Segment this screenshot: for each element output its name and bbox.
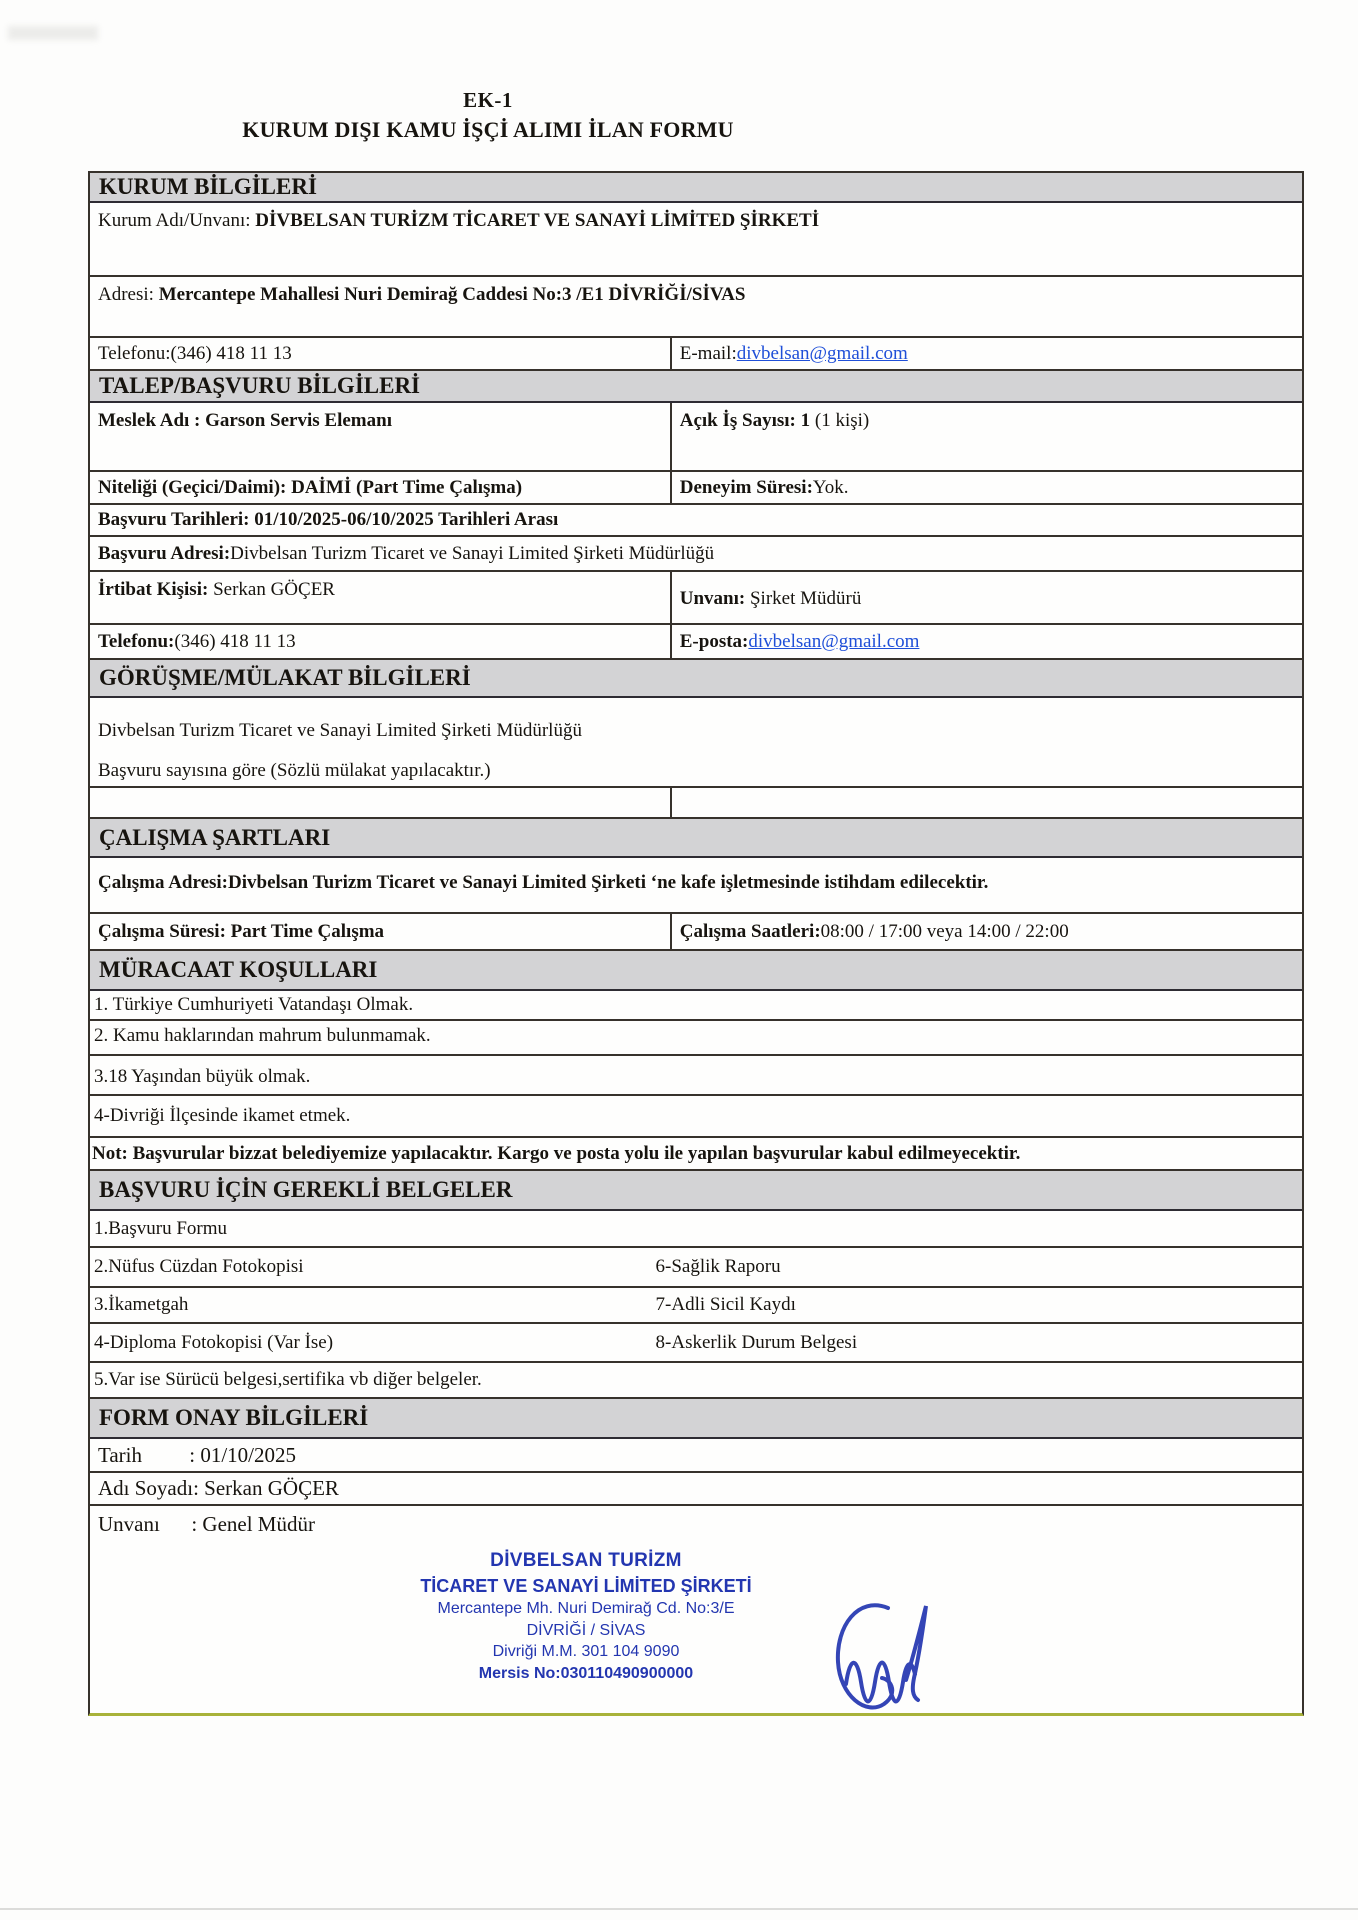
section-header-kurum: KURUM BİLGİLERİ (90, 173, 1302, 203)
basvuru-adresi-value: Divbelsan Turizm Ticaret ve Sanayi Limited Şirketi Müdürlüğü (230, 542, 715, 564)
row-basvuru-tarihleri (90, 505, 1302, 537)
form-table (88, 171, 1304, 1716)
basvuru-adresi-label: Başvuru Adresi: (98, 542, 231, 564)
row-nitelik (90, 472, 1302, 505)
form-title: KURUM DIŞI KAMU İŞÇİ ALIMI İLAN FORMU (242, 117, 734, 142)
row-kosul-2 (90, 1021, 1302, 1056)
signature (826, 1592, 938, 1720)
adres-cell (90, 277, 753, 306)
company-stamp (346, 1548, 826, 1684)
empty-cell-left (90, 788, 672, 817)
belge-4-text: 4-Diploma Fotokopisi (Var İse) (94, 1331, 334, 1353)
row-belge-4-8 (90, 1324, 1302, 1363)
adres-value: Mercantepe Mahallesi Nuri Demirağ Caddesi No:3 /E1 DİVRİĞİ/SİVAS (158, 284, 746, 305)
calisma-adresi-cell (90, 858, 996, 894)
acik-is-label: Açık İş Sayısı: 1 (679, 410, 815, 431)
eposta-cell (672, 625, 1302, 658)
row-adres (90, 277, 1302, 338)
email-label: E-mail: (679, 342, 737, 364)
row-onay-adsoyad (90, 1473, 1302, 1506)
belge-2-text: 2.Nüfus Cüzdan Fotokopisi (94, 1256, 304, 1277)
telefon2-value: (346) 418 11 13 (174, 630, 296, 652)
belge-3-text: 3.İkametgah (94, 1294, 189, 1315)
kosul-1-text: 1. Türkiye Cumhuriyeti Vatandaşı Olmak. (94, 994, 414, 1015)
meslek-text: Meslek Adı : Garson Servis Elemanı (98, 410, 392, 431)
eposta-link[interactable]: divbelsan@gmail.com (748, 630, 920, 652)
belge-5-text: 5.Var ise Sürücü belgesi,sertifika vb diğer belgeler. (94, 1369, 482, 1390)
kurum-adi-label: Kurum Adı/Unvanı: (98, 210, 256, 231)
gorusme-cell (90, 698, 590, 782)
telefon-cell (90, 338, 672, 369)
row-calisma-suresi (90, 914, 1302, 951)
unvan-cell (672, 572, 1302, 623)
row-telefon-email (90, 338, 1302, 371)
row-belge-1 (90, 1211, 1302, 1248)
stamp-line-6: Mersis No:030110490900000 (478, 1664, 694, 1682)
kosul-2-text: 2. Kamu haklarından mahrum bulunmamak. (94, 1025, 431, 1046)
stamp-line-5: Divriği M.M. 301 104 9090 (492, 1643, 680, 1661)
kurum-adi-cell (90, 203, 827, 232)
adres-label: Adresi: (98, 284, 159, 305)
email-link[interactable]: divbelsan@gmail.com (736, 342, 908, 364)
scan-artifact (8, 26, 98, 40)
onay-tarih-text: Tarih : 01/10/2025 (98, 1442, 297, 1467)
calisma-suresi-text: Çalışma Süresi: Part Time Çalışma (98, 920, 385, 942)
telefon-text: Telefonu:(346) 418 11 13 (98, 342, 292, 364)
row-kosul-3 (90, 1056, 1302, 1096)
section-header-belgeler: BAŞVURU İÇİN GEREKLİ BELGELER (90, 1171, 1302, 1211)
row-meslek (90, 403, 1302, 472)
irtibat-value: Serkan GÖÇER (213, 579, 335, 600)
row-irtibat (90, 572, 1302, 625)
calisma-saatleri-cell (672, 914, 1302, 949)
deneyim-value: Yok. (812, 476, 849, 498)
row-basvuru-adresi (90, 537, 1302, 572)
row-calisma-adresi (90, 858, 1302, 914)
stamp-line-3: Mercantepe Mh. Nuri Demirağ Cd. No:3/E (437, 1599, 735, 1617)
section-header-talep: TALEP/BAŞVURU BİLGİLERİ (90, 371, 1302, 403)
irtibat-label: İrtibat Kişisi: (98, 579, 214, 600)
row-kosul-4 (90, 1096, 1302, 1138)
belge-8-text: 8-Askerlik Durum Belgesi (655, 1331, 858, 1353)
tarihler-cell (90, 509, 566, 531)
section-header-onay: FORM ONAY BİLGİLERİ (90, 1399, 1302, 1439)
section-header-gorusme: GÖRÜŞME/MÜLAKAT BİLGİLERİ (90, 660, 1302, 698)
basvuru-adresi-cell (90, 543, 722, 565)
deneyim-label: Deneyim Süresi: (679, 476, 813, 498)
row-empty (90, 788, 1302, 819)
gorusme-line2: Başvuru sayısına göre (Sözlü mülakat yapılacaktır.) (98, 760, 491, 781)
calisma-adresi-text: Çalışma Adresi:Divbelsan Turizm Ticaret ve Sanayi Limited Şirketi ‘ne kafe işletmesinde istihdam edilecektir. (98, 872, 989, 893)
acik-is-cell (672, 403, 1302, 470)
unvan-value: Şirket Müdürü (749, 588, 862, 609)
gorusme-line1: Divbelsan Turizm Ticaret ve Sanayi Limited Şirketi Müdürlüğü (98, 720, 582, 741)
telefon2-label: Telefonu: (98, 630, 175, 652)
row-belge-2-6 (90, 1248, 1302, 1288)
kurum-adi-value: DİVBELSAN TURİZM TİCARET VE SANAYİ LİMİTED ŞİRKETİ (255, 210, 820, 231)
belge-6-text: 6-Sağlik Raporu (655, 1256, 781, 1277)
kosul-4-text: 4-Divriği İlçesinde ikamet etmek. (94, 1105, 351, 1126)
eposta-label: E-posta: (679, 630, 749, 652)
kosul-3-text: 3.18 Yaşından büyük olmak. (94, 1066, 311, 1087)
meslek-cell (90, 403, 672, 470)
not-text: Not: Başvurular bizzat belediyemize yapılacaktır. Kargo ve posta yolu ile yapılan başvurular kabul edilmeyecektir. (92, 1142, 1021, 1164)
row-gorusme-content (90, 698, 1302, 788)
section-header-muracaat: MÜRACAAT KOŞULLARI (90, 951, 1302, 991)
row-belge-5 (90, 1363, 1302, 1399)
form-heading (88, 88, 888, 143)
telefon2-cell (90, 625, 672, 658)
not-cell (90, 1143, 1028, 1165)
stamp-line-2: TİCARET VE SANAYİ LİMİTED ŞİRKETİ (420, 1575, 752, 1596)
onay-unvan-text: Unvanı : Genel Müdür (98, 1512, 315, 1536)
nitelik-text: Niteliği (Geçici/Daimi): DAİMİ (Part Time Çalışma) (98, 476, 523, 498)
tarihler-text: Başvuru Tarihleri: 01/10/2025-06/10/2025 Tarihleri Arası (98, 509, 559, 530)
annex-tag: EK-1 (463, 88, 513, 112)
belge-7-text: 7-Adli Sicil Kaydı (655, 1294, 796, 1315)
section-header-calisma: ÇALIŞMA ŞARTLARI (90, 819, 1302, 858)
belge-1-text: 1.Başvuru Formu (94, 1217, 227, 1239)
email-cell (672, 338, 1302, 369)
calisma-suresi-cell (90, 914, 672, 949)
row-kurum-adi (90, 203, 1302, 277)
unvan-label: Unvanı: (679, 588, 750, 609)
acik-is-value: (1 kişi) (814, 410, 870, 431)
deneyim-cell (672, 472, 1302, 503)
row-not (90, 1138, 1302, 1171)
row-onay-tarih (90, 1439, 1302, 1473)
row-telefon-eposta (90, 625, 1302, 660)
onay-adsoyad-text: Adı Soyadı: Serkan GÖÇER (98, 1476, 339, 1500)
row-belge-3-7 (90, 1288, 1302, 1324)
empty-cell-right (672, 788, 1302, 817)
calisma-saatleri-label: Çalışma Saatleri: (679, 920, 821, 942)
stamp-line-4: DİVRİĞİ / SİVAS (526, 1621, 646, 1639)
row-kosul-1 (90, 991, 1302, 1021)
scan-artifact-line (0, 1908, 1358, 1910)
stamp-line-1: DİVBELSAN TURİZM (490, 1550, 682, 1571)
calisma-saatleri-value: 08:00 / 17:00 veya 14:00 / 22:00 (820, 920, 1069, 942)
nitelik-cell (90, 472, 672, 503)
irtibat-cell (90, 572, 672, 623)
